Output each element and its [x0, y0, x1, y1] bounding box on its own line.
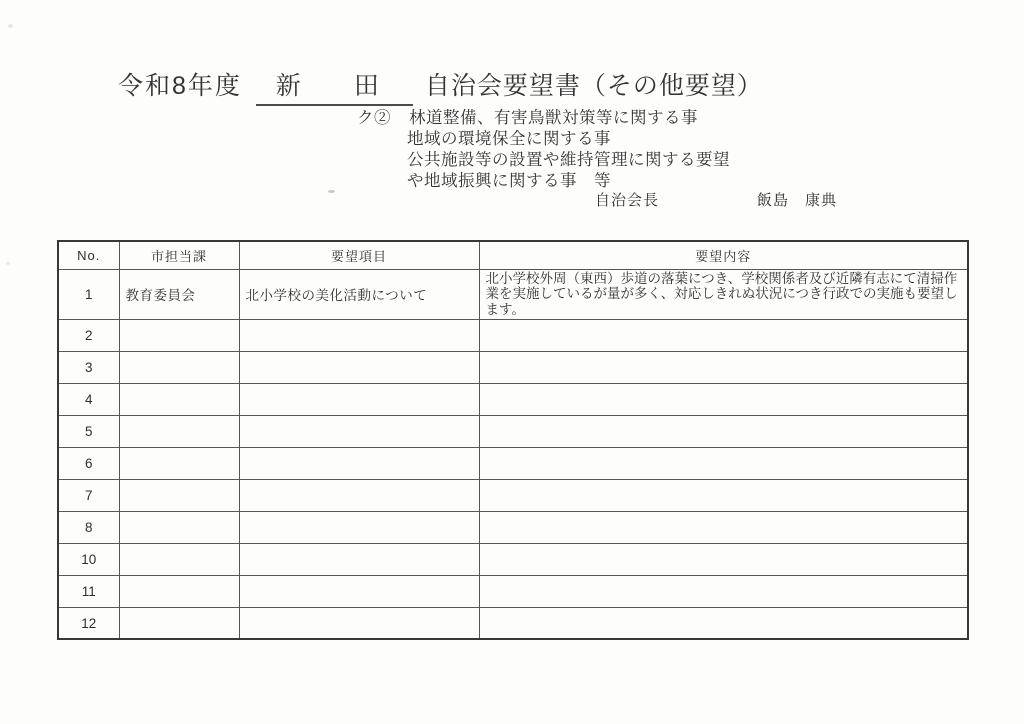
form-title [118, 66, 763, 106]
signature-line [595, 189, 837, 210]
table-row [58, 383, 968, 415]
chairman-role-label: 自治会長 [595, 192, 660, 209]
row-department [119, 511, 239, 543]
row-request-content: 北小学校外周（東西）歩道の落葉につき、学校関係者及び近隣有志にて清掃作業を実施しているが量が多く、対応しきれぬ状況につき行政での実施も要望します。 [479, 269, 968, 319]
row-number: 11 [58, 575, 119, 607]
category-line-3: 公共施設等の設置や維持管理に関する要望 [407, 151, 730, 169]
table-row [58, 351, 968, 383]
row-department: 教育委員会 [119, 269, 239, 319]
row-department [119, 607, 239, 639]
category-line-4: や地域振興に関する事 等 [407, 172, 611, 190]
scan-speck [8, 24, 13, 28]
row-department [119, 351, 239, 383]
row-number: 3 [58, 351, 119, 383]
row-department [119, 383, 239, 415]
row-request-item [239, 543, 479, 575]
table-row [58, 543, 968, 575]
form-title-suffix: 自治会要望書（その他要望） [424, 72, 763, 100]
table-row [58, 479, 968, 511]
table-row [58, 319, 968, 351]
table-row [58, 415, 968, 447]
row-request-item [239, 351, 479, 383]
table-header-row [58, 241, 968, 269]
row-number: 7 [58, 479, 119, 511]
row-department [119, 319, 239, 351]
row-request-item [239, 479, 479, 511]
row-department [119, 479, 239, 511]
row-request-item [239, 575, 479, 607]
category-line-1-text: 林道整備、有害鳥獣対策等に関する事 [409, 109, 698, 127]
association-name-underlined: 新 田 [256, 66, 413, 106]
table-row [58, 269, 968, 319]
row-request-item [239, 607, 479, 639]
category-line-1 [357, 108, 730, 129]
row-number: 8 [58, 511, 119, 543]
table-row [58, 575, 968, 607]
row-number: 1 [58, 269, 119, 319]
header-department: 市担当課 [119, 241, 239, 269]
row-request-content [479, 543, 968, 575]
row-request-content [479, 511, 968, 543]
header-request-content: 要望内容 [479, 241, 968, 269]
row-request-item [239, 447, 479, 479]
row-number: 6 [58, 447, 119, 479]
category-code-label: ク② [357, 109, 391, 127]
row-request-item [239, 319, 479, 351]
row-request-item: 北小学校の美化活動について [239, 269, 479, 319]
row-request-content [479, 319, 968, 351]
table-row [58, 511, 968, 543]
row-request-content [479, 575, 968, 607]
row-request-content [479, 479, 968, 511]
fiscal-year-label: 令和8年度 [118, 72, 242, 100]
row-department [119, 543, 239, 575]
scan-speck [6, 262, 10, 265]
row-request-content [479, 447, 968, 479]
scan-speck [328, 190, 335, 193]
category-description-block [357, 108, 730, 192]
table-row [58, 447, 968, 479]
row-request-item [239, 415, 479, 447]
row-request-item [239, 383, 479, 415]
row-number: 12 [58, 607, 119, 639]
row-request-item [239, 511, 479, 543]
table-row [58, 607, 968, 639]
row-request-content [479, 415, 968, 447]
category-line-2: 地域の環境保全に関する事 [407, 130, 611, 148]
request-table [57, 240, 969, 640]
chairman-name: 飯島 康典 [757, 192, 838, 209]
header-request-item: 要望項目 [239, 241, 479, 269]
row-department [119, 447, 239, 479]
row-request-content [479, 607, 968, 639]
row-number: 2 [58, 319, 119, 351]
row-number: 4 [58, 383, 119, 415]
row-department [119, 415, 239, 447]
row-number: 10 [58, 543, 119, 575]
row-request-content [479, 351, 968, 383]
header-no: No. [58, 241, 119, 269]
row-number: 5 [58, 415, 119, 447]
row-department [119, 575, 239, 607]
row-request-content [479, 383, 968, 415]
